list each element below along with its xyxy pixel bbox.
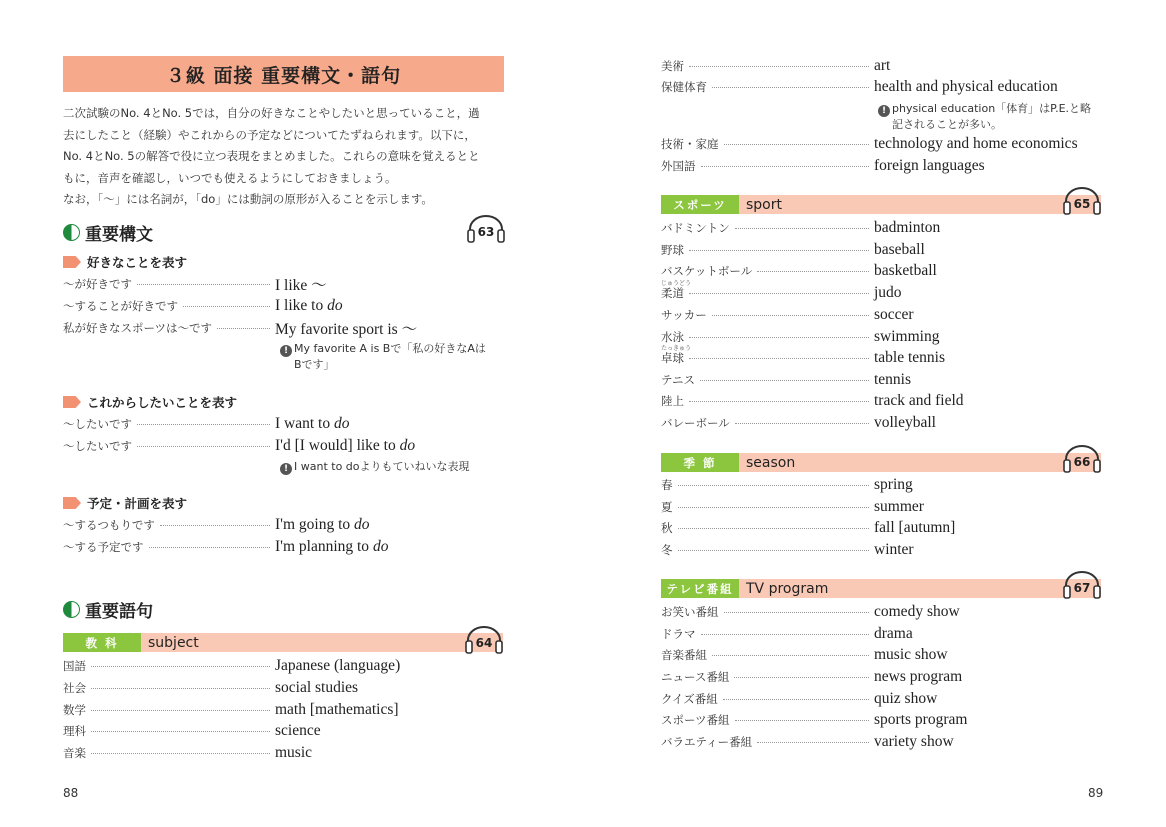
ruby-reading: じゅうどう xyxy=(661,280,692,287)
jp-word: 国語 xyxy=(63,659,86,673)
dotted-leader xyxy=(91,666,270,667)
jp-word: 保健体育 xyxy=(661,80,707,94)
category-label-jp: テレビ番組 xyxy=(661,579,739,598)
exclamation-icon: ! xyxy=(280,463,292,475)
section-heading-label: 重要構文 xyxy=(85,225,153,245)
vocab-row xyxy=(661,645,1106,665)
track-number: 65 xyxy=(1073,197,1091,211)
jp-word: ニュース番組 xyxy=(661,670,730,684)
jp-word: 夏 xyxy=(661,500,673,514)
vocab-row xyxy=(661,156,1106,176)
en-word: health and physical education xyxy=(874,78,1058,95)
en-word: music show xyxy=(874,646,948,663)
arrow-tag-icon xyxy=(63,396,81,408)
vocab-row xyxy=(661,218,1106,238)
en-word: math [mathematics] xyxy=(275,701,399,718)
phrase-row xyxy=(63,296,493,316)
dotted-leader xyxy=(735,720,869,721)
vocab-row xyxy=(661,497,1106,517)
category-bar-sport xyxy=(661,195,1101,214)
en-phrase: I like ～ xyxy=(275,277,327,294)
en-phrase: I'm planning to do xyxy=(275,538,389,555)
en-word: art xyxy=(874,57,891,74)
dotted-leader xyxy=(678,485,870,486)
phrase-row xyxy=(63,274,493,294)
jp-word: 理科 xyxy=(63,724,86,738)
dotted-leader xyxy=(183,306,270,307)
arrow-tag-icon xyxy=(63,497,81,509)
dotted-leader xyxy=(689,293,869,294)
group-heading-label: 予定・計画を表す xyxy=(87,496,188,511)
dotted-leader xyxy=(137,446,270,447)
en-word: fall [autumn] xyxy=(874,519,956,536)
vocab-row xyxy=(661,475,1106,495)
phrase-row xyxy=(63,318,493,338)
jp-word: じゅうどう 柔道 xyxy=(661,280,692,300)
vocab-row xyxy=(661,345,1106,368)
jp-word: 美術 xyxy=(661,59,684,73)
headphone-icon[interactable] xyxy=(1062,570,1102,600)
jp-word: 陸上 xyxy=(661,394,684,408)
en-phrase: I'd [I would] like to do xyxy=(275,437,416,454)
vocab-row xyxy=(661,327,1106,347)
jp-word: たっきゅう 卓球 xyxy=(661,345,692,365)
en-word: news program xyxy=(874,668,963,685)
phrase-row xyxy=(63,436,493,456)
en-word: summer xyxy=(874,498,924,515)
en-phrase: I like to do xyxy=(275,297,343,314)
exclamation-icon: ! xyxy=(878,105,890,117)
group-heading xyxy=(63,253,187,271)
vocab-row xyxy=(661,413,1106,433)
jp-word: 音楽番組 xyxy=(661,648,707,662)
en-word: badminton xyxy=(874,219,941,236)
page-title: ３級 面接 重要構文・語句 xyxy=(63,56,504,92)
dotted-leader xyxy=(734,677,869,678)
dotted-leader xyxy=(712,87,869,88)
category-label-en: sport xyxy=(739,195,1101,214)
category-bar-subject xyxy=(63,633,503,652)
jp-word: 野球 xyxy=(661,243,684,257)
vocab-row xyxy=(63,656,493,676)
group-heading-label: これからしたいことを表す xyxy=(87,395,238,410)
dotted-leader xyxy=(91,688,270,689)
category-label-jp: 季 節 xyxy=(661,453,739,472)
jp-word: お笑い番組 xyxy=(661,605,719,619)
category-label-en: TV program xyxy=(739,579,1101,598)
dotted-leader xyxy=(137,424,270,425)
vocab-row xyxy=(661,732,1106,752)
en-word: variety show xyxy=(874,733,954,750)
vocab-row xyxy=(661,261,1106,281)
headphone-icon[interactable] xyxy=(466,214,506,244)
vocab-row xyxy=(661,710,1106,730)
vocab-row xyxy=(661,667,1106,687)
jp-word: スポーツ番組 xyxy=(661,713,730,727)
intro-line: もに，音声を確認し，いつでも使えるようにしておきましょう。 xyxy=(63,170,397,185)
dotted-leader xyxy=(689,401,869,402)
vocab-row xyxy=(661,540,1106,560)
en-word: basketball xyxy=(874,262,937,279)
jp-word: 秋 xyxy=(661,521,673,535)
dotted-leader xyxy=(217,328,270,329)
vocab-row xyxy=(63,700,493,720)
en-phrase: I'm going to do xyxy=(275,516,370,533)
jp-word: 技術・家庭 xyxy=(661,137,719,151)
dotted-leader xyxy=(678,528,870,529)
en-word: baseball xyxy=(874,241,925,258)
dotted-leader xyxy=(700,380,869,381)
jp-word: 春 xyxy=(661,478,673,492)
en-word: soccer xyxy=(874,306,914,323)
en-word: quiz show xyxy=(874,690,938,707)
category-label-jp: 教 科 xyxy=(63,633,141,652)
group-heading xyxy=(63,494,187,512)
jp-word: 音楽 xyxy=(63,746,86,760)
group-heading-label: 好きなことを表す xyxy=(87,255,188,270)
track-number: 64 xyxy=(475,636,493,650)
jp-phrase: ～するつもりです xyxy=(63,518,155,532)
jp-phrase: ～する予定です xyxy=(63,540,144,554)
category-label-jp: スポーツ xyxy=(661,195,739,214)
dotted-leader xyxy=(678,507,870,508)
intro-line: 去にしたこと（経験）やこれからの予定などについてたずねられます。以下に， xyxy=(63,127,476,142)
dotted-leader xyxy=(712,655,869,656)
jp-word: バラエティー番組 xyxy=(661,735,753,749)
dotted-leader xyxy=(678,550,870,551)
dotted-leader xyxy=(689,250,869,251)
vocab-row xyxy=(661,689,1106,709)
dotted-leader xyxy=(91,753,270,754)
category-bar-tv xyxy=(661,579,1101,598)
half-circle-icon xyxy=(63,224,80,241)
vocab-row xyxy=(661,624,1106,644)
category-label-en: subject xyxy=(141,633,503,652)
intro-line: No. 4とNo. 5の解答で役に立つ表現をまとめました。これらの意味を覚えるとと xyxy=(63,149,480,163)
dotted-leader xyxy=(757,742,869,743)
intro-line: 二次試験のNo. 4とNo. 5では，自分の好きなことやしたいと思っていること，過 xyxy=(63,106,480,120)
exclamation-icon: ! xyxy=(280,345,292,357)
jp-word: ドラマ xyxy=(661,627,696,641)
headphone-icon[interactable] xyxy=(464,625,504,655)
en-word: social studies xyxy=(275,679,359,696)
section-heading-key-structures xyxy=(63,220,153,245)
jp-phrase: ～が好きです xyxy=(63,277,132,291)
dotted-leader xyxy=(735,228,869,229)
phrase-row xyxy=(63,537,493,557)
vocab-row xyxy=(661,602,1106,622)
dotted-leader xyxy=(757,271,869,272)
dotted-leader xyxy=(160,525,270,526)
jp-word: バレーボール xyxy=(661,416,730,430)
vocab-row xyxy=(661,391,1106,411)
arrow-tag-icon xyxy=(63,256,81,268)
vocab-row xyxy=(661,370,1106,390)
en-word: technology and home economics xyxy=(874,135,1078,152)
track-number: 66 xyxy=(1073,455,1091,469)
en-word: Japanese (language) xyxy=(275,657,401,674)
en-word: music xyxy=(275,744,313,761)
ruby-reading: たっきゅう xyxy=(661,345,692,352)
vocab-row xyxy=(63,678,493,698)
section-heading-key-vocab xyxy=(63,597,153,622)
jp-word: クイズ番組 xyxy=(661,692,718,706)
category-label-en: season xyxy=(739,453,1101,472)
en-phrase: My favorite sport is ～ xyxy=(275,321,418,338)
jp-word: 水泳 xyxy=(661,330,684,344)
en-word: swimming xyxy=(874,328,940,345)
jp-word: サッカー xyxy=(661,308,707,322)
vocab-row xyxy=(661,518,1106,538)
dotted-leader xyxy=(724,144,870,145)
half-circle-icon xyxy=(63,601,80,618)
dotted-leader xyxy=(689,358,869,359)
jp-word: テニス xyxy=(661,373,696,387)
en-word: track and field xyxy=(874,392,964,409)
en-word: spring xyxy=(874,476,913,493)
en-word: science xyxy=(275,722,321,739)
en-phrase: I want to do xyxy=(275,415,350,432)
track-number: 63 xyxy=(477,225,495,239)
dotted-leader xyxy=(149,547,271,548)
page-number: 89 xyxy=(1088,786,1104,800)
jp-phrase: ～したいです xyxy=(63,439,132,453)
en-word: sports program xyxy=(874,711,968,728)
dotted-leader xyxy=(91,731,270,732)
en-word: volleyball xyxy=(874,414,936,431)
en-word: comedy show xyxy=(874,603,960,620)
intro-paragraph xyxy=(63,103,505,211)
vocab-row xyxy=(661,280,1106,303)
jp-word: バドミントン xyxy=(661,221,730,235)
category-bar-season xyxy=(661,453,1101,472)
en-word: drama xyxy=(874,625,913,642)
vocab-row xyxy=(661,240,1106,260)
vocab-row xyxy=(661,134,1106,154)
section-heading-label: 重要語句 xyxy=(85,602,153,622)
dotted-leader xyxy=(724,612,870,613)
dotted-leader xyxy=(712,315,869,316)
en-word: tennis xyxy=(874,371,912,388)
jp-phrase: ～したいです xyxy=(63,417,132,431)
jp-word: 社会 xyxy=(63,681,86,695)
vocab-row xyxy=(63,743,493,763)
dotted-leader xyxy=(91,710,270,711)
dotted-leader xyxy=(689,66,869,67)
phrase-row xyxy=(63,515,493,535)
jp-word: 数学 xyxy=(63,703,86,717)
dotted-leader xyxy=(735,423,869,424)
jp-phrase: ～することが好きです xyxy=(63,299,178,313)
dotted-leader xyxy=(701,166,870,167)
usage-note: ! My favorite A is Bで「私の好きなAは Bです」 xyxy=(280,341,505,373)
dotted-leader xyxy=(723,699,869,700)
en-word: judo xyxy=(874,284,902,301)
phrase-row xyxy=(63,414,493,434)
jp-word: 外国語 xyxy=(661,159,696,173)
usage-note: ! physical education「体育」はP.E.と略 記されることが多い。 xyxy=(878,101,1108,133)
jp-phrase: 私が好きなスポーツは～です xyxy=(63,321,213,335)
dotted-leader xyxy=(137,284,270,285)
usage-note: ! I want to doよりもていねいな表現 xyxy=(280,459,505,475)
headphone-icon[interactable] xyxy=(1062,444,1102,474)
dotted-leader xyxy=(689,337,869,338)
jp-word: 冬 xyxy=(661,543,673,557)
en-word: winter xyxy=(874,541,914,558)
group-heading xyxy=(63,393,237,411)
page-number: 88 xyxy=(63,786,79,800)
en-word: foreign languages xyxy=(874,157,985,174)
intro-line: なお，「～」には名詞が，「do」には動詞の原形が入ることを示します。 xyxy=(63,192,433,206)
vocab-row xyxy=(63,721,493,741)
en-word: table tennis xyxy=(874,349,946,366)
vocab-row xyxy=(661,77,1106,97)
dotted-leader xyxy=(701,634,870,635)
headphone-icon[interactable] xyxy=(1062,186,1102,216)
jp-word: バスケットボール xyxy=(661,264,753,278)
vocab-row xyxy=(661,56,1106,76)
track-number: 67 xyxy=(1073,581,1091,595)
vocab-row xyxy=(661,305,1106,325)
